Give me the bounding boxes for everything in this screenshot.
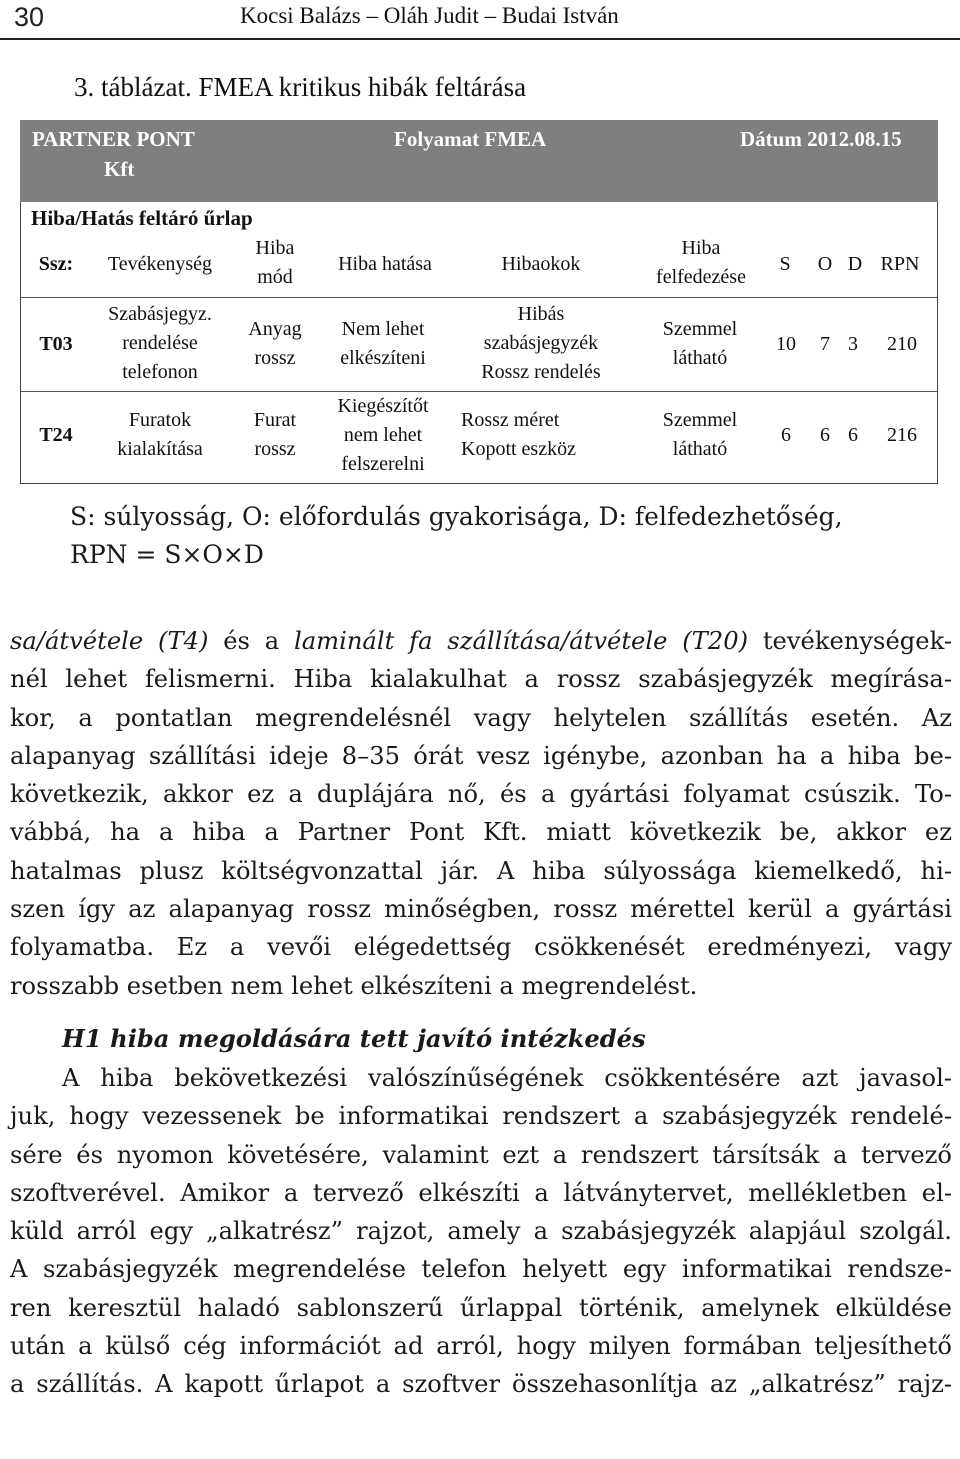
paragraph-line: a szállítás. A kapott űrlapot a szoftver összehasonlítja az „alkatrész” rajz- [10, 1370, 952, 1399]
company-name [32, 124, 252, 184]
paragraph-line: folyamatba. Ez a vevői elégedettség csökkenését eredményezi, vagy [10, 933, 952, 962]
row-effect: Nem lehet elkészíteni [340, 318, 426, 369]
paragraph-line: kor, a pontatlan megrendelésnél vagy helytelen szállítás esetén. Az [10, 703, 952, 732]
column-header-mode: Hiba mód [255, 237, 295, 288]
table-legend [70, 498, 930, 574]
paragraph-line: juk, hogy vezessenek be informatikai rendszert a szabásjegyzék rendelé- [10, 1102, 952, 1131]
column-header-effect: Hiba hatása [338, 253, 432, 275]
body-text [10, 622, 952, 1404]
row-rpn: 216 [887, 424, 917, 446]
fmea-date: Dátum 2012.08.15 [740, 127, 902, 151]
row-failure-mode: Furat rossz [253, 409, 297, 460]
column-header-d: D [847, 253, 863, 275]
column-header-rpn: RPN [880, 253, 920, 275]
fmea-table-body [20, 202, 938, 484]
row-activity: Szabásjegyz. rendelése telefonon [108, 303, 212, 383]
row-detection: Szemmel látható [662, 318, 738, 369]
row-ssz: T24 [39, 424, 73, 446]
legend-line: S: súlyosság, O: előfordulás gyakorisága, D: felfedezhetőség, [70, 502, 843, 531]
fmea-table-header [20, 120, 938, 202]
table-divider [21, 297, 937, 298]
process-title: Folyamat FMEA [394, 127, 547, 151]
running-head-authors: Kocsi Balázs – Oláh Judit – Budai István [240, 3, 619, 28]
column-header-causes: Hibaokok [501, 253, 581, 275]
paragraph-line: vábbá, ha a hiba a Partner Pont Kft. miatt következik be, akkor ez [10, 818, 952, 847]
fmea-table [20, 120, 938, 484]
row-d: 3 [848, 333, 858, 355]
paragraph-line: rosszabb esetben nem lehet elkészíteni a megrendelést. [10, 971, 698, 1000]
row-causes: Hibás szabásjegyzék Rossz rendelés [481, 303, 601, 383]
column-header-s: S [779, 253, 791, 275]
column-header-detection: Hiba felfedezése [656, 237, 746, 288]
row-o: 7 [820, 333, 830, 355]
company-name-line1: PARTNER PONT [32, 127, 195, 151]
paragraph-line: A hiba bekövetkezési valószínűségének csökkentésére azt javasol- [62, 1063, 952, 1092]
paragraph-line: küld arról egy „alkatrész” rajzot, amely a szabásjegyzék alapjául szolgál. [10, 1217, 952, 1246]
row-rpn: 210 [887, 333, 917, 355]
page-number: 30 [14, 2, 45, 32]
paragraph-line: A szabásjegyzék megrendelése telefon helyett egy informatikai rendsze- [10, 1255, 952, 1284]
row-ssz: T03 [39, 333, 73, 355]
paragraph-line: hatalmas plusz költségvonzattal jár. A hiba súlyossága kiemelkedő, hi- [10, 856, 952, 885]
row-s: 6 [781, 424, 791, 446]
row-s: 10 [776, 333, 796, 355]
paragraph-line: szen így az alapanyag rossz minőségben, rossz mérettel kerül a gyártási [10, 895, 952, 924]
row-o: 6 [820, 424, 830, 446]
section-heading: H1 hiba megoldására tett javító intézkedés [62, 1023, 646, 1053]
column-header-o: O [817, 253, 833, 275]
paragraph-line: sa/átvétele (T4) és a laminált fa szállítása/átvétele (T20) tevékenységek- [10, 627, 952, 655]
table-divider [21, 391, 937, 392]
row-effect: Kiegészítőt nem lehet felszerelni [337, 395, 429, 475]
row-activity: Furatok kialakítása [117, 409, 203, 460]
column-header-activity: Tevékenység [107, 253, 213, 275]
row-detection: Szemmel látható [662, 409, 738, 460]
paragraph-line: következik, akkor ez a duplájára nő, és a gyártási folyamat csúszik. To- [10, 780, 952, 809]
paragraph-line: sére és nyomon követésére, valamint ezt a rendszert társítsák a tervező [10, 1140, 952, 1169]
row-d: 6 [848, 424, 858, 446]
paragraph-line: alapanyag szállítási ideje 8–35 órát vesz igénybe, azonban ha a hiba be- [10, 741, 952, 770]
table-caption: 3. táblázat. FMEA kritikus hibák feltárása [74, 72, 527, 102]
paragraph-line: szoftverével. Amikor a tervező elkészíti a látványtervet, mellékletben el- [10, 1178, 952, 1207]
column-header-ssz: Ssz: [38, 253, 74, 275]
paragraph-line: után a külső cég információt ad arról, hogy milyen formában teljesíthető [10, 1332, 952, 1361]
form-title: Hiba/Hatás feltáró űrlap [31, 206, 253, 230]
row-failure-mode: Anyag rossz [248, 318, 302, 369]
paragraph-line: ren keresztül haladó sablonszerű űrlappal történik, amelynek elküldése [10, 1293, 952, 1322]
legend-line: RPN = S×O×D [70, 540, 264, 569]
row-causes: Rossz méret Kopott eszköz [461, 409, 576, 460]
running-head [0, 0, 960, 40]
company-name-line2: Kft [104, 157, 135, 181]
paragraph-line: nél lehet felismerni. Hiba kialakulhat a rossz szabásjegyzék megírása- [10, 665, 952, 694]
